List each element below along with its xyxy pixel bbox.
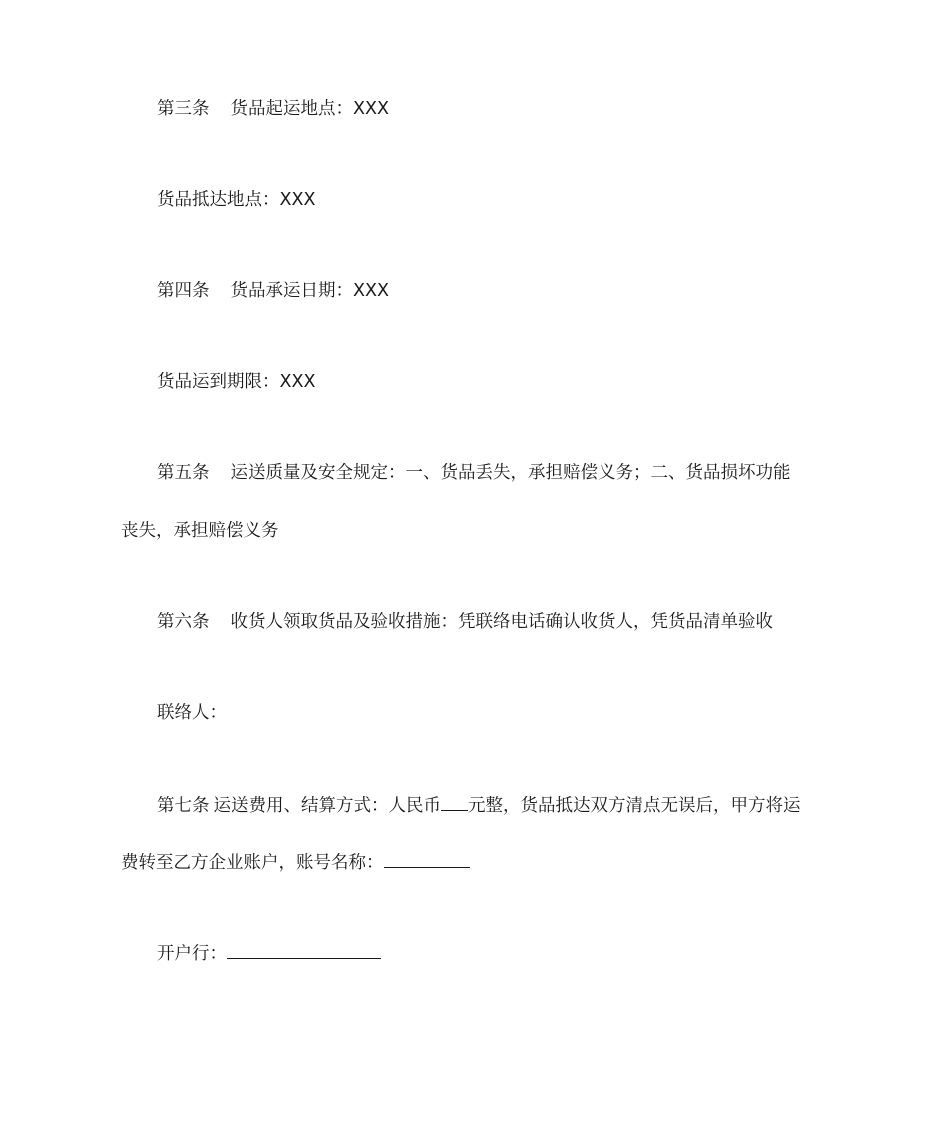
article-6-line: [121, 610, 869, 634]
article-6-text: 收货人领取货品及验收措施：凭联络电话确认收货人，凭货品清单验收: [230, 612, 773, 632]
article-5-text-2: 丧失，承担赔偿义务: [121, 521, 279, 541]
article-7-text-2: 费转至乙方企业账户，账号名称：: [121, 853, 384, 873]
bank-blank: [227, 940, 381, 959]
bank-label: 开户行：: [157, 944, 227, 964]
article-7-label: 第七条: [157, 796, 210, 816]
article-7-line-1: [121, 792, 869, 818]
article-4-line: [121, 279, 869, 303]
article-3-label: 第三条: [157, 99, 210, 119]
article-7-line-2: [121, 849, 833, 875]
article-5-line-2: [121, 519, 833, 543]
article-4-text: 货品承运日期：XXX: [230, 281, 389, 301]
article-5-text-1: 运送质量及安全规定：一、货品丢失，承担赔偿义务；二、货品损坏功能: [230, 463, 791, 483]
bank-line: [121, 940, 869, 966]
article-7-text-a: 运送费用、结算方式：人民币: [213, 796, 441, 816]
article-4-label: 第四条: [157, 281, 210, 301]
article-3-text: 货品起运地点：XXX: [230, 99, 389, 119]
article-6-label: 第六条: [157, 612, 210, 632]
contact-label: 联络人：: [157, 703, 227, 723]
amount-blank: [441, 792, 468, 811]
article-5-line-1: [121, 461, 869, 485]
destination-line: [121, 188, 869, 212]
article-5-label: 第五条: [157, 463, 210, 483]
destination-text: 货品抵达地点：XXX: [157, 190, 316, 210]
article-3-line: [121, 97, 869, 121]
deadline-line: [121, 370, 869, 394]
article-7-text-b: 元整，货品抵达双方清点无误后，甲方将运: [468, 796, 801, 816]
account-name-blank: [384, 849, 470, 868]
deadline-text: 货品运到期限：XXX: [157, 372, 316, 392]
contact-line: [121, 701, 869, 725]
